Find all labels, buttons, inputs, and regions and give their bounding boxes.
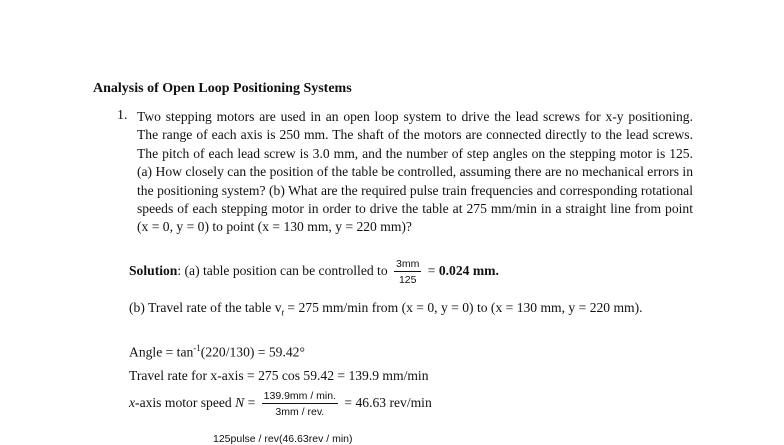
- angle-prefix: Angle = tan: [129, 344, 194, 360]
- travel-rate-x-line: Travel rate for x-axis = 275 cos 59.42 = 139.9 mm/min: [129, 368, 429, 383]
- speed-numerator: 139.9mm / min.: [263, 390, 336, 402]
- part-b-subscript: t: [281, 307, 285, 318]
- solution-part-b: [129, 298, 693, 323]
- speed-equals: =: [244, 395, 259, 411]
- speed-prefix-var: x: [129, 395, 136, 411]
- speed-result: = 46.63 rev/min: [344, 395, 432, 411]
- part-a-result: 0.024 mm.: [438, 263, 499, 279]
- part-a-equals: =: [427, 263, 436, 279]
- motor-speed-line: [129, 390, 432, 418]
- cutoff-equation-line: 125pulse / rev(46.63rev / min): [213, 433, 353, 445]
- section-title: Analysis of Open Loop Positioning Systems: [93, 81, 352, 96]
- position-fraction: [394, 258, 421, 286]
- speed-fraction: [262, 390, 338, 418]
- speed-variable: N: [235, 395, 245, 411]
- part-b-text: (b) Travel rate of the table v: [129, 300, 282, 315]
- position-denominator: 125: [398, 274, 417, 286]
- angle-line: [129, 343, 305, 361]
- solution-label: Solution: [129, 263, 178, 279]
- angle-superscript: -1: [193, 343, 201, 353]
- part-b-rest: = 275 mm/min from (x = 0, y = 0) to (x = 130 mm, y = 220 mm).: [284, 300, 643, 315]
- problem-number: 1.: [117, 108, 128, 123]
- part-a-text: : (a) table position can be controlled to: [177, 263, 388, 279]
- speed-prefix: -axis motor speed: [135, 395, 236, 411]
- speed-denominator: 3mm / rev.: [275, 406, 325, 418]
- position-numerator: 3mm: [396, 258, 420, 270]
- angle-rest: (220/130) = 59.42°: [200, 344, 305, 360]
- solution-part-a: [129, 258, 499, 286]
- problem-statement: Two stepping motors are used in an open loop system to drive the lead screws for x-y positioning. The range of each axis is 250 mm. The shaft of the motors are connected directly to the lead screws. The pitch of each lead screw is 3.0 mm, and the number of step angles on the stepping motor is 125. (a) How closely can the position of the table be controlled, assuming there are no mechanical errors in the positioning system? (b) What are the required pulse train frequencies and corresponding rotational speeds of each stepping motor in order to drive the table at 275 mm/min in a straight line from point (x = 0, y = 0) to point (x = 130 mm, y = 220 mm)?: [137, 109, 693, 235]
